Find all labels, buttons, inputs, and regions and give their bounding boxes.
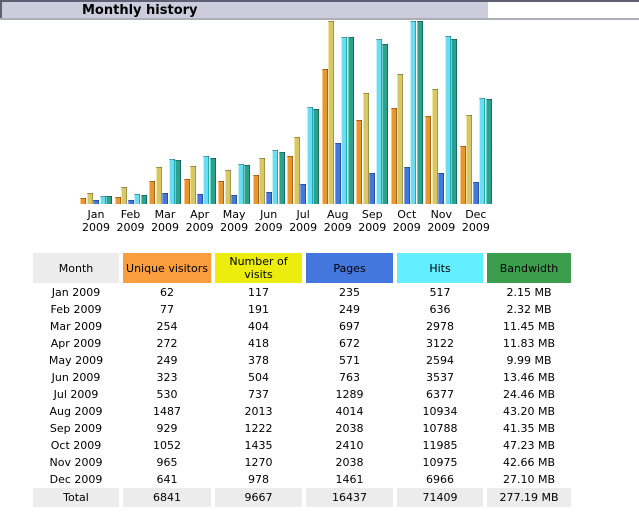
monthly-history-bar-chart [80,21,492,204]
table-header-row [33,253,571,283]
value-cell: 1052 [123,437,211,453]
value-cell: 47.23 MB [487,437,571,453]
bar-group-dec-2009 [460,21,492,204]
bar-unique-visitors-dec-2009 [460,146,466,204]
bar-number-of-visits-oct-2009 [397,74,403,204]
total-value-cell: 277.19 MB [487,488,571,507]
value-cell: 1222 [215,420,302,436]
table-total-row [33,488,571,507]
value-cell: 4014 [306,403,393,419]
bar-unique-visitors-aug-2009 [322,69,328,204]
title-cell [0,2,488,18]
bar-number-of-visits-mar-2009 [156,167,162,204]
month-cell: Oct 2009 [33,437,119,453]
value-cell: 11.45 MB [487,318,571,334]
bar-bandwidth-mb-oct-2009 [417,21,423,204]
bar-pages-dec-2009 [473,182,479,204]
month-cell: Jul 2009 [33,386,119,402]
bar-number-of-visits-jan-2009 [87,193,93,204]
bar-pages-jun-2009 [266,192,272,204]
bar-group-jul-2009 [287,21,319,204]
value-cell: 191 [215,301,302,317]
bar-hits-aug-2009 [341,37,347,204]
bar-pages-jul-2009 [300,184,306,204]
bar-bandwidth-mb-jul-2009 [313,109,319,204]
value-cell: 2038 [306,420,393,436]
month-cell: Feb 2009 [33,301,119,317]
table-row-apr-2009 [33,335,571,351]
value-cell: 965 [123,454,211,470]
table-row-feb-2009 [33,301,571,317]
bar-unique-visitors-mar-2009 [149,181,155,204]
bar-unique-visitors-jun-2009 [253,175,259,204]
bar-number-of-visits-sep-2009 [363,93,369,204]
bar-bandwidth-mb-nov-2009 [451,39,457,204]
value-cell: 3537 [397,369,483,385]
table-row-nov-2009 [33,454,571,470]
value-cell: 1435 [215,437,302,453]
monthly-history-table [29,252,575,508]
page-title: Monthly history [82,2,198,18]
value-cell: 10934 [397,403,483,419]
bar-pages-mar-2009 [162,193,168,204]
month-cell: May 2009 [33,352,119,368]
bar-pages-jan-2009 [93,200,99,204]
bar-group-sep-2009 [356,21,388,204]
bar-group-oct-2009 [391,21,423,204]
bar-bandwidth-mb-aug-2009 [348,37,354,204]
value-cell: 43.20 MB [487,403,571,419]
bar-hits-apr-2009 [203,156,209,204]
bar-number-of-visits-dec-2009 [466,115,472,204]
month-cell: Mar 2009 [33,318,119,334]
bar-group-nov-2009 [425,21,457,204]
value-cell: 6966 [397,471,483,487]
bar-unique-visitors-jul-2009 [287,156,293,204]
value-cell: 2978 [397,318,483,334]
value-cell: 254 [123,318,211,334]
bar-hits-jul-2009 [307,107,313,204]
bar-hits-feb-2009 [134,194,140,204]
bar-bandwidth-mb-may-2009 [244,165,250,204]
column-header-pages: Pages [306,253,393,283]
value-cell: 10788 [397,420,483,436]
month-label-jan-2009: Jan 2009 [82,208,110,234]
bar-bandwidth-mb-sep-2009 [382,44,388,204]
title-bar-blank [488,2,639,18]
value-cell: 672 [306,335,393,351]
column-header-bandwidth: Bandwidth [487,253,571,283]
value-cell: 1487 [123,403,211,419]
bar-group-aug-2009 [322,21,354,204]
column-header-number-of-visits: Number of visits [215,253,302,283]
value-cell: 2013 [215,403,302,419]
column-header-hits: Hits [397,253,483,283]
value-cell: 42.66 MB [487,454,571,470]
bar-number-of-visits-jul-2009 [294,137,300,204]
bar-pages-may-2009 [231,195,237,204]
value-cell: 249 [123,352,211,368]
bar-unique-visitors-apr-2009 [184,179,190,204]
bar-group-feb-2009 [115,21,147,204]
value-cell: 378 [215,352,302,368]
month-label-sep-2009: Sep 2009 [358,208,387,234]
value-cell: 418 [215,335,302,351]
bar-pages-oct-2009 [404,167,410,204]
table-row-jul-2009 [33,386,571,402]
month-cell: Jun 2009 [33,369,119,385]
value-cell: 117 [215,284,302,300]
value-cell: 9.99 MB [487,352,571,368]
value-cell: 2.15 MB [487,284,571,300]
bar-hits-nov-2009 [445,36,451,204]
bar-group-apr-2009 [184,21,216,204]
value-cell: 763 [306,369,393,385]
table-row-aug-2009 [33,403,571,419]
value-cell: 517 [397,284,483,300]
bar-bandwidth-mb-dec-2009 [486,99,492,204]
table-row-jan-2009 [33,284,571,300]
bar-bandwidth-mb-mar-2009 [175,160,181,204]
bar-hits-jun-2009 [272,150,278,204]
total-value-cell: 71409 [397,488,483,507]
bar-bandwidth-mb-jan-2009 [106,196,112,204]
bar-group-may-2009 [218,21,250,204]
bar-unique-visitors-jan-2009 [80,198,86,204]
section-title-bar [0,0,639,20]
month-cell: Apr 2009 [33,335,119,351]
table-row-sep-2009 [33,420,571,436]
value-cell: 2.32 MB [487,301,571,317]
chart-month-labels [80,208,492,234]
bar-number-of-visits-jun-2009 [259,158,265,204]
value-cell: 530 [123,386,211,402]
value-cell: 27.10 MB [487,471,571,487]
month-label-feb-2009: Feb 2009 [116,208,145,234]
bar-unique-visitors-nov-2009 [425,116,431,204]
value-cell: 11.83 MB [487,335,571,351]
bar-pages-sep-2009 [369,173,375,204]
value-cell: 24.46 MB [487,386,571,402]
value-cell: 3122 [397,335,483,351]
value-cell: 978 [215,471,302,487]
value-cell: 404 [215,318,302,334]
value-cell: 571 [306,352,393,368]
value-cell: 641 [123,471,211,487]
bar-number-of-visits-may-2009 [225,170,231,204]
column-header-unique-visitors: Unique visitors [123,253,211,283]
bar-number-of-visits-apr-2009 [190,166,196,204]
table-row-mar-2009 [33,318,571,334]
table-row-may-2009 [33,352,571,368]
value-cell: 2410 [306,437,393,453]
bar-hits-jan-2009 [100,196,106,204]
bar-pages-nov-2009 [438,173,444,204]
bar-number-of-visits-feb-2009 [121,187,127,204]
value-cell: 272 [123,335,211,351]
month-label-jun-2009: Jun 2009 [254,208,283,234]
value-cell: 1461 [306,471,393,487]
month-label-aug-2009: Aug 2009 [323,208,352,234]
month-label-mar-2009: Mar 2009 [151,208,180,234]
value-cell: 10975 [397,454,483,470]
total-value-cell: 9667 [215,488,302,507]
total-value-cell: 6841 [123,488,211,507]
bar-unique-visitors-oct-2009 [391,108,397,204]
value-cell: 77 [123,301,211,317]
bar-bandwidth-mb-apr-2009 [210,158,216,204]
month-cell: Dec 2009 [33,471,119,487]
bar-number-of-visits-nov-2009 [432,89,438,204]
value-cell: 323 [123,369,211,385]
table-row-dec-2009 [33,471,571,487]
value-cell: 249 [306,301,393,317]
month-cell: Aug 2009 [33,403,119,419]
value-cell: 2594 [397,352,483,368]
bar-bandwidth-mb-feb-2009 [141,195,147,204]
bar-bandwidth-mb-jun-2009 [279,152,285,204]
month-label-nov-2009: Nov 2009 [427,208,456,234]
column-header-month: Month [33,253,119,283]
bar-hits-oct-2009 [410,21,416,204]
month-label-jul-2009: Jul 2009 [289,208,318,234]
bar-hits-may-2009 [238,164,244,204]
bar-pages-aug-2009 [335,143,341,204]
value-cell: 929 [123,420,211,436]
value-cell: 6377 [397,386,483,402]
value-cell: 1270 [215,454,302,470]
value-cell: 235 [306,284,393,300]
month-cell: Sep 2009 [33,420,119,436]
bar-pages-apr-2009 [197,194,203,204]
table-row-oct-2009 [33,437,571,453]
total-value-cell: 16437 [306,488,393,507]
month-label-dec-2009: Dec 2009 [461,208,490,234]
value-cell: 2038 [306,454,393,470]
bar-pages-feb-2009 [128,200,134,204]
bar-number-of-visits-aug-2009 [328,21,334,204]
month-label-apr-2009: Apr 2009 [185,208,214,234]
value-cell: 697 [306,318,393,334]
bar-unique-visitors-sep-2009 [356,120,362,204]
value-cell: 636 [397,301,483,317]
bar-hits-sep-2009 [376,39,382,204]
bar-group-jan-2009 [80,21,112,204]
month-label-may-2009: May 2009 [220,208,249,234]
value-cell: 41.35 MB [487,420,571,436]
value-cell: 11985 [397,437,483,453]
value-cell: 62 [123,284,211,300]
table-row-jun-2009 [33,369,571,385]
bar-unique-visitors-may-2009 [218,181,224,204]
month-cell: Nov 2009 [33,454,119,470]
value-cell: 13.46 MB [487,369,571,385]
value-cell: 504 [215,369,302,385]
value-cell: 737 [215,386,302,402]
value-cell: 1289 [306,386,393,402]
month-label-oct-2009: Oct 2009 [392,208,421,234]
bar-group-jun-2009 [253,21,285,204]
bar-group-mar-2009 [149,21,181,204]
month-cell: Jan 2009 [33,284,119,300]
bar-hits-dec-2009 [479,98,485,204]
bar-unique-visitors-feb-2009 [115,197,121,204]
total-label-cell: Total [33,488,119,507]
bar-hits-mar-2009 [169,159,175,204]
